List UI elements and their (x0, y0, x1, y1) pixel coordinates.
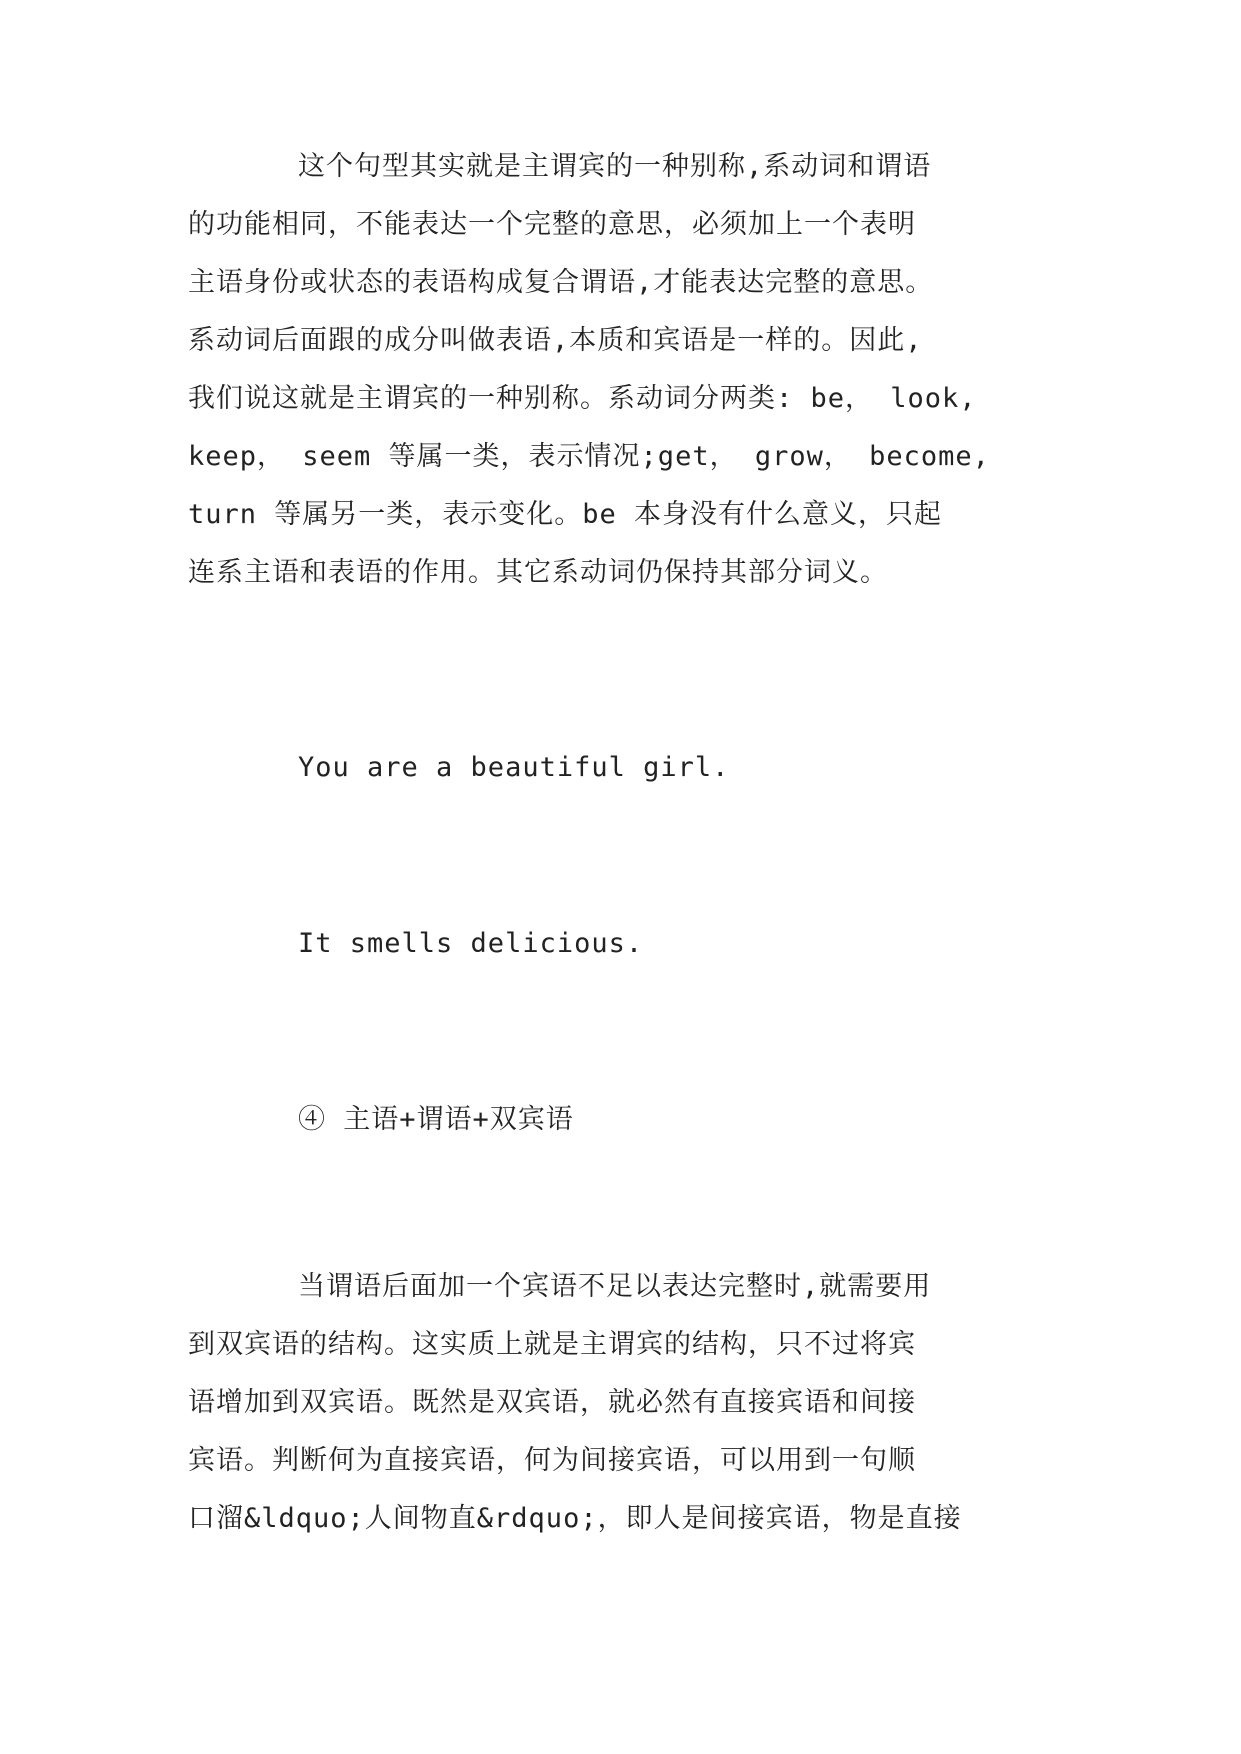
paragraph-line: 语增加到双宾语。既然是双宾语，就必然有直接宾语和间接 (188, 1387, 916, 1418)
paragraph-line: 当谓语后面加一个宾语不足以表达完整时,就需要用 (298, 1271, 932, 1302)
example-sentence-1: You are a beautiful girl. (298, 752, 730, 783)
paragraph-line: keep， seem 等属一类，表示情况;get， grow， become, (188, 441, 990, 472)
paragraph-line: 主语身份或状态的表语构成复合谓语,才能表达完整的意思。 (188, 267, 934, 298)
paragraph-line: 到双宾语的结构。这实质上就是主谓宾的结构，只不过将宾 (188, 1329, 916, 1360)
paragraph-double-object (188, 1258, 1068, 1548)
paragraph-line: 我们说这就是主谓宾的一种别称。系动词分两类: be， look, (188, 383, 977, 414)
paragraph-line: 的功能相同，不能表达一个完整的意思，必须加上一个表明 (188, 209, 916, 240)
paragraph-line: 系动词后面跟的成分叫做表语,本质和宾语是一样的。因此, (188, 325, 923, 356)
paragraph-line: 连系主语和表语的作用。其它系动词仍保持其部分词义。 (188, 557, 888, 588)
example-sentence-2: It smells delicious. (298, 928, 644, 959)
paragraph-line: 宾语。判断何为直接宾语，何为间接宾语，可以用到一句顺 (188, 1445, 916, 1476)
paragraph-line: 口溜&ldquo;人间物直&rdquo;，即人是间接宾语，物是直接 (188, 1503, 962, 1534)
paragraph-linking-verbs (188, 138, 1068, 602)
paragraph-line: 这个句型其实就是主谓宾的一种别称,系动词和谓语 (298, 151, 932, 182)
section-heading-4: ④ 主语+谓语+双宾语 (298, 1104, 574, 1135)
paragraph-line: turn 等属另一类，表示变化。be 本身没有什么意义，只起 (188, 499, 943, 530)
